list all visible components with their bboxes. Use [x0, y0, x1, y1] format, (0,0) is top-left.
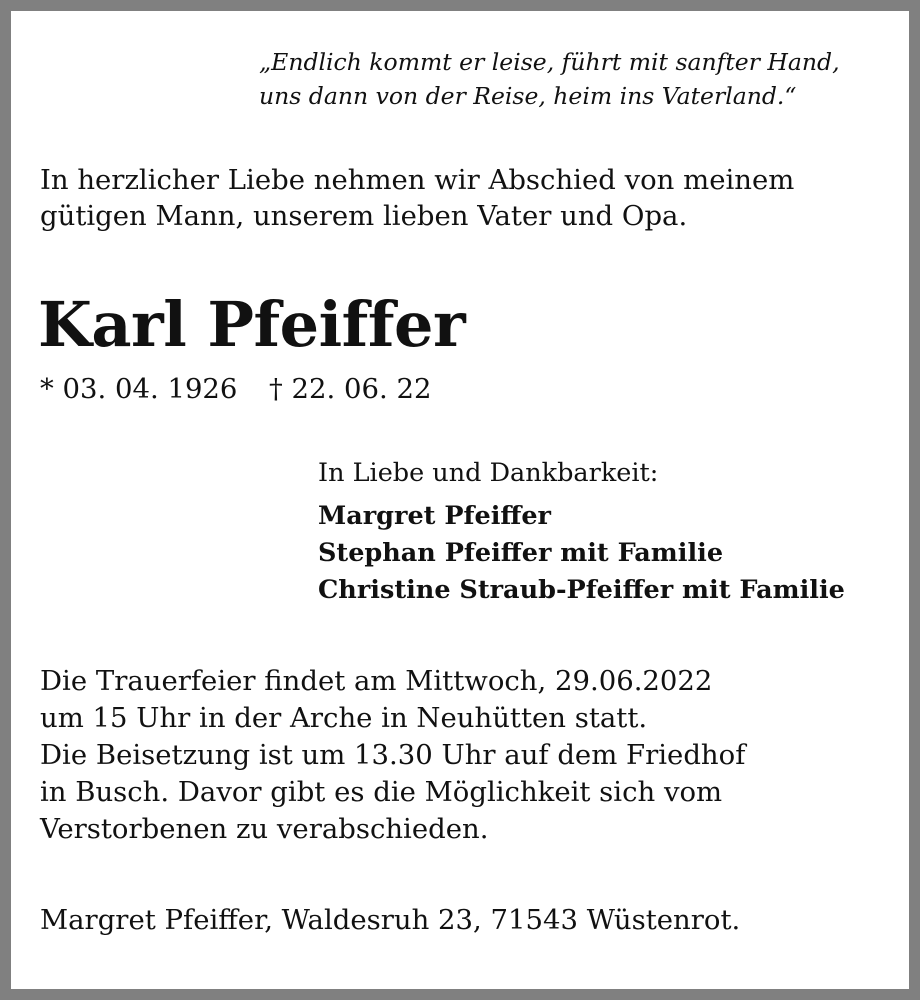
death-date: † 22. 06. 22 [269, 373, 432, 405]
address: Margret Pfeiffer, Waldesruh 23, 71543 Wüstenrot. [40, 904, 741, 936]
ceremony-line: Die Trauerfeier findet am Mittwoch, 29.06.2022 [40, 665, 713, 697]
mourner-name: Stephan Pfeiffer mit Familie [318, 538, 724, 568]
deceased-name: Karl Pfeiffer [38, 288, 466, 361]
mourners-heading: In Liebe und Dankbarkeit: [318, 458, 659, 488]
mourner-name: Christine Straub-Pfeiffer mit Familie [318, 575, 845, 605]
quote-line: uns dann von der Reise, heim ins Vaterland.“ [259, 82, 797, 110]
intro-line: In herzlicher Liebe nehmen wir Abschied von meinem [40, 164, 795, 196]
ceremony-line: Die Beisetzung ist um 13.30 Uhr auf dem Friedhof [40, 739, 746, 771]
ceremony-line: Verstorbenen zu verabschieden. [40, 813, 489, 845]
intro-line: gütigen Mann, unserem lieben Vater und Opa. [40, 200, 688, 232]
ceremony-line: in Busch. Davor gibt es die Möglichkeit sich vom [40, 776, 723, 808]
birth-date: * 03. 04. 1926 [40, 373, 238, 405]
quote-line: „Endlich kommt er leise, führt mit sanfter Hand, [259, 48, 840, 76]
obituary-notice [11, 11, 909, 989]
mourner-name: Margret Pfeiffer [318, 501, 551, 531]
ceremony-line: um 15 Uhr in der Arche in Neuhütten statt. [40, 702, 648, 734]
